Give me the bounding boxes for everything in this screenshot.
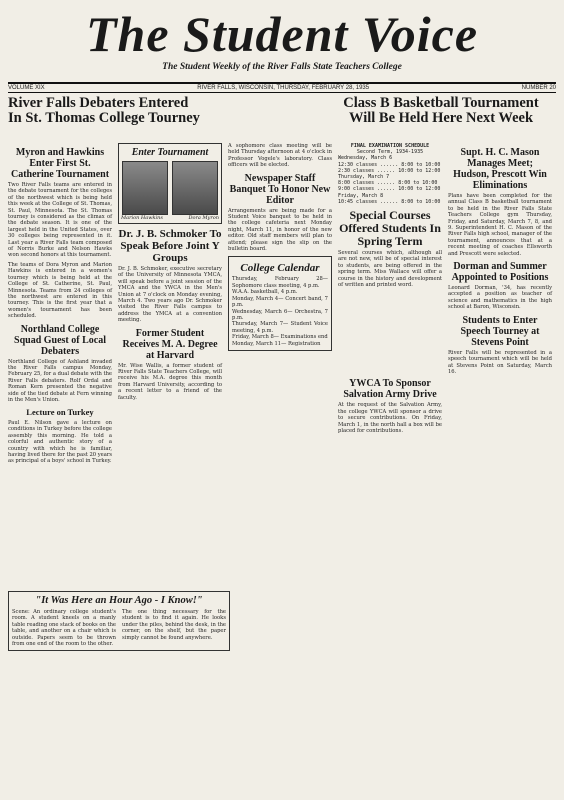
photo-box: [118, 143, 222, 224]
exam-row: 9:00 classes ...... 10:00 to 12:00: [338, 186, 441, 193]
article-columns: [8, 143, 556, 465]
portrait-photo: [172, 161, 218, 215]
column-3: [228, 143, 332, 465]
article-headline: Students to Enter Speech Tourney at Stevens Point: [460, 314, 540, 348]
article-body: River Falls will be represented in a speech tournament which will be held at Stevens Point on Saturday, March 16.: [448, 349, 552, 375]
column-4: [338, 143, 442, 465]
article-headline: YWCA To Sponsor Salvation Army Drive: [343, 378, 437, 401]
exam-row: 2:30 classes ...... 10:00 to 12:00: [338, 167, 441, 174]
college-calendar: [228, 256, 332, 350]
feature-body: The one thing necessary for the student is to find it again. He looks under the piles, behind the desk, in the corner, on the shelf, but the paper simply cannot be found anywhere.: [122, 609, 226, 641]
article-body: The teams of Dora Myron and Marion Hawkins is entered in a women's tourney which is being held at the College of St. Catherine, St. Paul, Minnesota. Teams from 24 colleges of the northwest are entered in this tourney. This is the first year that a women's tournament has been scheduled.: [8, 261, 112, 320]
column-2: [118, 143, 222, 465]
volume: VOLUME XIX: [8, 85, 45, 91]
calendar-item: Wednesday, March 6— Orchestra, 7 p.m.: [232, 308, 328, 321]
feature-box: [8, 591, 230, 651]
article-headline: Lecture on Turkey: [26, 407, 94, 418]
photo-caption: Marion Hawkins: [121, 215, 163, 221]
article-headline: Dorman and Summer Appointed to Positions: [451, 261, 549, 284]
article-headline: Northland College Squad Guest of Local Debaters: [14, 323, 106, 357]
issue-number: NUMBER 20: [521, 85, 556, 91]
article-headline: Special Courses Offered Students In Spring Term: [339, 208, 441, 249]
newspaper-page: [8, 8, 556, 784]
article-body: At the request of the Salvation Army, the college YWCA will sponsor a drive to secure contributions. On Friday, March 1, in the north hall a box will be placed for contributions.: [338, 402, 442, 435]
article-headline: Dr. J. B. Schmoker To Speak Before Joint Y Groups: [118, 228, 222, 264]
headline-basketball-1: Class B Basketball Tournament: [343, 95, 539, 111]
masthead-title: The Student Voice: [85, 8, 479, 62]
article-body: Two River Falls teams are entered in the debate tournament for the colleges of the northwest which is being held this week at the College of St. Thomas, St. Paul, Minnesota. The St. Thomas tourney is considered as the climax of the debate season. It is one of the largest held in the United States, over 30 colleges being represented in it. Last year a River Falls team composed of Norris Burke and Nelson Hawks won second honors at this tournament.: [8, 182, 112, 259]
exam-row: Friday, March 8: [338, 192, 384, 199]
article-body: Plans have been completed for the annual Class B basketball tournament to be held in the River Falls State Teachers College gym Thursday, Friday, and Saturday, March 7, 8, and 9. Superintendent H. C. Mason of the River Falls high school, manager of the tournament, announces that at a recent meeting of coaches Ellsworth and Prescott were selected.: [448, 193, 552, 257]
calendar-item: W.A.A. basketball, 4 p.m.: [232, 289, 298, 296]
article-body: Dr. J. B. Schmoker, executive secretary of the University of Minnesota YMCA, will speak before a joint session of the YMCA and the YWCA in the Men's Union at 7 o'clock on Monday evening, March 4. Two years ago Dr. Schmoker visited the River Falls campus to address the YMCA at a convention meeting.: [118, 266, 222, 324]
exam-row: 10:45 classes ...... 8:00 to 10:00: [338, 198, 441, 205]
headline-debaters-2: In St. Thomas College Tourney: [8, 110, 200, 126]
exam-row: Thursday, March 7: [338, 174, 390, 181]
article-headline: Myron and Hawkins Enter First St. Catherine Tournament: [10, 147, 110, 180]
article-body: Several courses which, although all are not new, will be of special interest to students, are being offered in the spring term. Miss Wallace will offer a course in the history and development of written and printed word.: [338, 250, 442, 289]
feature-body: Scene: An ordinary college student's room. A student kneels on a manly table reading one stack of books on the table, and another on a chair which is outside. Papers seem to be thrown from one end of the room to the other.: [12, 609, 116, 648]
article-body: A sophomore class meeting will be held Thursday afternoon at 4 o'clock in Professor Vogele's laboratory. Class officers will be elected.: [228, 143, 332, 169]
exam-title: FINAL EXAMINATION SCHEDULE: [350, 143, 430, 149]
masthead-subtitle: The Student Weekly of the River Falls State Teachers College: [162, 62, 402, 72]
portrait-photo: [122, 161, 168, 215]
article-headline: Former Student Receives M. A. Degree at Harvard: [122, 327, 218, 361]
article-headline: Supt. H. C. Mason Manages Meet; Hudson, Prescott Win Eliminations: [453, 147, 547, 191]
article-body: Paul E. Nilson gave a lecture on conditions in Turkey before the college assembly this morning. He told a colorful and authentic story of a country with which he is familiar, having lived there for the past 20 years as principal of a boys' school in Turkey.: [8, 419, 112, 465]
calendar-title: College Calendar: [240, 262, 320, 275]
calendar-item: Monday, March 11— Registration: [232, 340, 321, 347]
exam-schedule: [338, 143, 442, 205]
headline-basketball-2: Will Be Held Here Next Week: [348, 110, 534, 126]
exam-row: 8:00 classes ...... 8:00 to 10:00: [338, 180, 438, 187]
photo-box-title: Enter Tournament: [131, 147, 209, 158]
article-body: Mr. Wise Wallis, a former student of River Falls State Teachers College, will receive his M.A. degree this month from Harvard University, according to a recent letter to a friend of the faculty.: [118, 362, 222, 401]
column-5: [448, 143, 552, 465]
headline-debaters-1: River Falls Debaters Entered: [8, 95, 189, 111]
article-headline: Newspaper Staff Banquet To Honor New Editor: [229, 172, 331, 206]
dateline: [8, 82, 556, 93]
exam-row: 12:30 classes ...... 8:00 to 10:00: [338, 161, 441, 168]
exam-subtitle: Second Term, 1934-1935: [356, 149, 424, 156]
calendar-item: Friday, March 8— Examinations end: [232, 334, 328, 341]
banner-headlines: [8, 96, 556, 126]
feature-title: "It Was Here an Hour Ago - I Know!": [35, 595, 203, 606]
column-1: [8, 143, 112, 465]
article-body: Northland College of Ashland invaded the River Falls campus Monday, February 25, for a dual debate with the River Falls debaters. Rolf Ordal and Roman Kern presented the negative side of the tied debate at Fern winning in the Men's Union.: [8, 358, 112, 403]
exam-row: Wednesday, March 6: [338, 155, 393, 162]
place-date: RIVER FALLS, WISCONSIN, THURSDAY, FEBRUARY 28, 1935: [197, 85, 370, 91]
calendar-item: Thursday, February 28— Sophomore class meeting, 4 p.m.: [232, 276, 328, 289]
article-body: Arrangements are being made for a Student Voice banquet to be held in the college cafeteria next Monday night, March 11, in honor of the new editor. Old staff members will plan to attend; please sign the slip on the bulletin board.: [228, 207, 332, 253]
masthead: [8, 8, 556, 80]
calendar-item: Monday, March 4— Concert band, 7 p.m.: [232, 295, 328, 309]
article-body: Leonard Dorman, '34, has recently accepted a position as teacher of science and mathematics in the high school at Baron, Wisconsin.: [448, 285, 552, 311]
photo-caption: Dora Myron: [188, 215, 219, 221]
calendar-item: Thursday, March 7— Student Voice meeting, 4 p.m.: [232, 321, 328, 334]
